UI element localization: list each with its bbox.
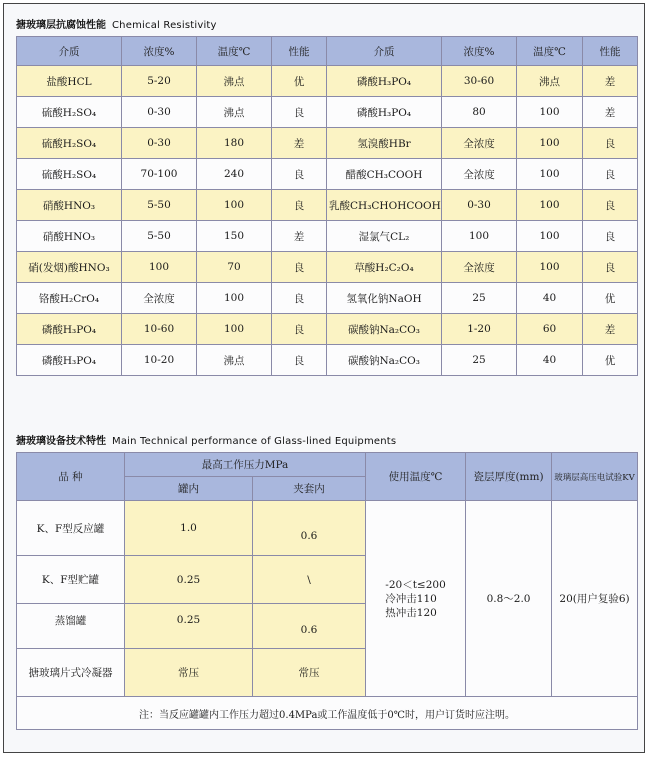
- jacket-pressure-cell: 0.6: [253, 501, 366, 556]
- performance-1-cell: 差: [272, 128, 327, 159]
- table-row: [17, 128, 638, 159]
- medium-1-cell: 硝酸HNO₃: [17, 190, 122, 221]
- header-tank-inner: 罐内: [125, 477, 253, 501]
- technical-performance-table: [16, 452, 638, 730]
- concentration-2-cell: 25: [442, 283, 517, 314]
- header-concentration-1: 浓度%: [122, 37, 197, 66]
- medium-1-cell: 硫酸H₂SO₄: [17, 159, 122, 190]
- performance-2-cell: 良: [583, 252, 638, 283]
- concentration-2-cell: 全浓度: [442, 128, 517, 159]
- header-temperature-2: 温度℃: [517, 37, 583, 66]
- medium-1-cell: 硝(发烟)酸HNO₃: [17, 252, 122, 283]
- performance-2-cell: 良: [583, 221, 638, 252]
- table-row: [17, 345, 638, 376]
- note-row: [17, 697, 638, 730]
- concentration-2-cell: 30-60: [442, 66, 517, 97]
- table-row: [17, 252, 638, 283]
- performance-1-cell: 良: [272, 252, 327, 283]
- concentration-2-cell: 25: [442, 345, 517, 376]
- voltage-cell: 20(用户复验6): [552, 501, 638, 697]
- temperature-1-cell: 100: [197, 283, 272, 314]
- performance-section-title: [16, 432, 396, 447]
- chemical-resistivity-table: [16, 36, 638, 376]
- chemical-title-cn: 搪玻璃层抗腐蚀性能: [16, 20, 106, 31]
- temperature-1-cell: 180: [197, 128, 272, 159]
- temperature-2-cell: 沸点: [517, 66, 583, 97]
- table-row: [17, 283, 638, 314]
- medium-2-cell: 草酸H₂C₂O₄: [327, 252, 442, 283]
- performance-header-row-1: [17, 453, 638, 477]
- medium-2-cell: 磷酸H₃PO₄: [327, 97, 442, 128]
- concentration-1-cell: 10-20: [122, 345, 197, 376]
- concentration-1-cell: 10-60: [122, 314, 197, 345]
- performance-2-cell: 良: [583, 128, 638, 159]
- performance-1-cell: 良: [272, 345, 327, 376]
- medium-1-cell: 硫酸H₂SO₄: [17, 128, 122, 159]
- header-temperature-1: 温度℃: [197, 37, 272, 66]
- concentration-2-cell: 80: [442, 97, 517, 128]
- table-row: [17, 501, 638, 556]
- performance-1-cell: 良: [272, 314, 327, 345]
- table-row: [17, 159, 638, 190]
- header-performance-1: 性能: [272, 37, 327, 66]
- medium-1-cell: 磷酸H₃PO₄: [17, 345, 122, 376]
- temperature-cell: [366, 501, 466, 697]
- concentration-1-cell: 全浓度: [122, 283, 197, 314]
- medium-2-cell: 湿氯气CL₂: [327, 221, 442, 252]
- medium-1-cell: 铬酸H₂CrO₄: [17, 283, 122, 314]
- temperature-1-cell: 70: [197, 252, 272, 283]
- note-text: 注：当反应罐罐内工作压力超过0.4MPa或工作温度低于0℃时，用户订货时应注明。: [17, 697, 638, 730]
- temperature-1-cell: 沸点: [197, 97, 272, 128]
- thickness-cell: 0.8～2.0: [466, 501, 552, 697]
- temperature-2-cell: 100: [517, 221, 583, 252]
- tank-pressure-cell: 1.0: [125, 501, 253, 556]
- chemical-header-row: [17, 37, 638, 66]
- medium-1-cell: 硫酸H₂SO₄: [17, 97, 122, 128]
- performance-2-cell: 良: [583, 190, 638, 221]
- page: [3, 3, 645, 753]
- temperature-2-cell: 40: [517, 345, 583, 376]
- temperature-1-cell: 100: [197, 314, 272, 345]
- temp-range: -20＜t≤200: [385, 578, 446, 591]
- concentration-2-cell: 100: [442, 221, 517, 252]
- concentration-2-cell: 1-20: [442, 314, 517, 345]
- temperature-2-cell: 100: [517, 97, 583, 128]
- header-jacket-inner: 夹套内: [253, 477, 366, 501]
- table-row: [17, 190, 638, 221]
- concentration-1-cell: 5-50: [122, 221, 197, 252]
- medium-2-cell: 磷酸H₃PO₄: [327, 66, 442, 97]
- variety-cell: 蒸馏罐: [17, 604, 125, 649]
- concentration-2-cell: 全浓度: [442, 159, 517, 190]
- header-thickness: 瓷层厚度(mm): [466, 453, 552, 501]
- temperature-2-cell: 100: [517, 159, 583, 190]
- medium-1-cell: 磷酸H₃PO₄: [17, 314, 122, 345]
- header-performance-2: 性能: [583, 37, 638, 66]
- medium-2-cell: 氢氧化钠NaOH: [327, 283, 442, 314]
- header-voltage: 玻璃层高压电试验KV: [552, 453, 638, 501]
- performance-title-en: Main Technical performance of Glass-lined Equipments: [112, 436, 397, 447]
- variety-cell: K、F型贮罐: [17, 556, 125, 604]
- jacket-pressure-cell: 常压: [253, 649, 366, 697]
- temperature-2-cell: 40: [517, 283, 583, 314]
- tank-pressure-cell: 常压: [125, 649, 253, 697]
- concentration-1-cell: 70-100: [122, 159, 197, 190]
- temperature-1-cell: 沸点: [197, 345, 272, 376]
- performance-2-cell: 良: [583, 159, 638, 190]
- concentration-1-cell: 100: [122, 252, 197, 283]
- performance-1-cell: 良: [272, 283, 327, 314]
- temperature-1-cell: 沸点: [197, 66, 272, 97]
- jacket-pressure-cell: \: [253, 556, 366, 604]
- performance-title-cn: 搪玻璃设备技术特性: [16, 436, 106, 447]
- header-concentration-2: 浓度%: [442, 37, 517, 66]
- variety-cell: 搪玻璃片式冷凝器: [17, 649, 125, 697]
- performance-2-cell: 优: [583, 283, 638, 314]
- jacket-pressure-cell: 0.6: [253, 604, 366, 649]
- medium-2-cell: 碳酸钠Na₂CO₃: [327, 345, 442, 376]
- temp-hot-shock: 热冲击120: [385, 606, 437, 619]
- variety-cell: K、F型反应罐: [17, 501, 125, 556]
- temperature-1-cell: 150: [197, 221, 272, 252]
- performance-1-cell: 差: [272, 221, 327, 252]
- performance-1-cell: 良: [272, 159, 327, 190]
- concentration-2-cell: 全浓度: [442, 252, 517, 283]
- tank-pressure-cell: 0.25: [125, 604, 253, 649]
- concentration-2-cell: 0-30: [442, 190, 517, 221]
- temperature-1-cell: 100: [197, 190, 272, 221]
- table-row: [17, 221, 638, 252]
- tank-pressure-cell: 0.25: [125, 556, 253, 604]
- temperature-2-cell: 100: [517, 128, 583, 159]
- medium-2-cell: 氢溴酸HBr: [327, 128, 442, 159]
- header-max-pressure: 最高工作压力MPa: [125, 453, 366, 477]
- table-row: [17, 97, 638, 128]
- medium-1-cell: 硝酸HNO₃: [17, 221, 122, 252]
- medium-2-cell: 碳酸钠Na₂CO₃: [327, 314, 442, 345]
- table-row: [17, 314, 638, 345]
- performance-2-cell: 差: [583, 314, 638, 345]
- temperature-1-cell: 240: [197, 159, 272, 190]
- temperature-2-cell: 60: [517, 314, 583, 345]
- concentration-1-cell: 0-30: [122, 97, 197, 128]
- concentration-1-cell: 5-20: [122, 66, 197, 97]
- chemical-title-en: Chemical Resistivity: [112, 20, 217, 31]
- performance-1-cell: 良: [272, 190, 327, 221]
- performance-2-cell: 优: [583, 345, 638, 376]
- performance-2-cell: 差: [583, 97, 638, 128]
- temperature-2-cell: 100: [517, 190, 583, 221]
- chemical-section-title: [16, 16, 217, 31]
- medium-2-cell: 乳酸CH₃CHOHCOOH: [327, 190, 442, 221]
- temperature-2-cell: 100: [517, 252, 583, 283]
- header-temperature: 使用温度℃: [366, 453, 466, 501]
- header-medium-2: 介质: [327, 37, 442, 66]
- performance-1-cell: 优: [272, 66, 327, 97]
- performance-2-cell: 差: [583, 66, 638, 97]
- medium-2-cell: 醋酸CH₃COOH: [327, 159, 442, 190]
- medium-1-cell: 盐酸HCL: [17, 66, 122, 97]
- header-variety: 品 种: [17, 453, 125, 501]
- header-medium-1: 介质: [17, 37, 122, 66]
- concentration-1-cell: 5-50: [122, 190, 197, 221]
- performance-1-cell: 良: [272, 97, 327, 128]
- table-row: [17, 66, 638, 97]
- temp-cold-shock: 冷冲击110: [385, 592, 437, 605]
- concentration-1-cell: 0-30: [122, 128, 197, 159]
